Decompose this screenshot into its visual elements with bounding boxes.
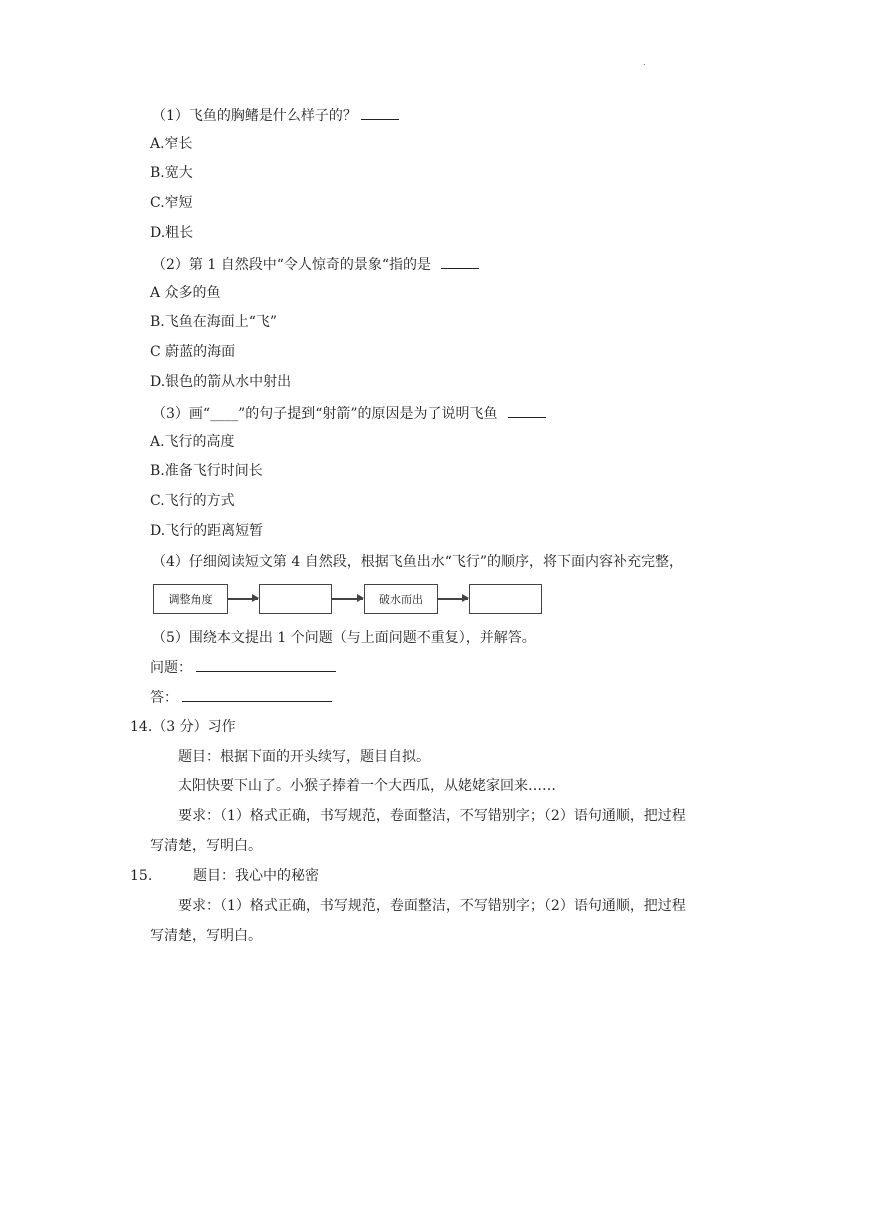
q3-option-a: A.飞行的高度 [150, 434, 235, 450]
q2-stem: （2）第 1 自然段中“令人惊奇的景象“指的是 [152, 257, 432, 273]
q4-stem: （4）仔细阅读短文第 4 自然段，根据飞鱼出水“飞行”的顺序，将下面内容补充完整， [152, 554, 684, 570]
q1-stem-line [152, 105, 399, 126]
q1-option-b: B.宽大 [150, 165, 193, 181]
q15-requirement-line-1: 要求：（1）格式正确，书写规范，卷面整洁，不写错别字；（2）语句通顺，把过程 [178, 898, 686, 914]
flow-step-4-blank[interactable] [469, 584, 542, 614]
flow-arrow-icon [438, 598, 468, 600]
q5-answer-blank[interactable] [182, 687, 332, 702]
q2-option-a: A 众多的鱼 [150, 285, 221, 301]
q1-stem: （1）飞鱼的胸鳍是什么样子的？ [152, 108, 357, 124]
q5-question-blank[interactable] [196, 657, 336, 672]
flow-step-2-blank[interactable] [259, 584, 332, 614]
header-mark: . [643, 58, 646, 67]
q2-option-c: C 蔚蓝的海面 [150, 344, 236, 360]
q1-option-c: C.窄短 [150, 195, 193, 211]
q3-option-c: C.飞行的方式 [150, 493, 235, 509]
q1-answer-blank[interactable] [361, 105, 399, 120]
q15-number: 15. [130, 868, 153, 884]
flow-step-1: 调整角度 [153, 584, 228, 614]
q2-answer-blank[interactable] [441, 254, 479, 269]
q2-option-d: D.银色的箭从水中射出 [150, 374, 292, 390]
q15-requirement-line-2: 写清楚，写明白。 [150, 928, 262, 944]
flow-step-3: 破水而出 [364, 584, 438, 614]
flow-arrow-icon [332, 598, 363, 600]
q5-question-line [150, 657, 336, 678]
q3-stem-line [152, 403, 546, 424]
q14-number: 14.（3 分）习作 [130, 719, 236, 735]
q3-stem: （3）画“____”的句子提到“射箭”的原因是为了说明飞鱼 [152, 406, 498, 422]
q5-stem: （5）围绕本文提出 1 个问题（与上面问题不重复），并解答。 [152, 630, 536, 646]
q3-option-d: D.飞行的距离短暂 [150, 523, 264, 539]
q5-answer-label: 答： [150, 690, 178, 706]
q5-question-label: 问题： [150, 660, 192, 676]
q3-answer-blank[interactable] [508, 403, 546, 418]
q14-opening: 太阳快要下山了。小猴子捧着一个大西瓜，从姥姥家回来…… [178, 778, 556, 794]
q15-topic: 题目：我心中的秘密 [193, 868, 319, 884]
q2-option-b: B.飞鱼在海面上“飞” [150, 314, 278, 330]
q14-requirement-line-1: 要求：（1）格式正确，书写规范，卷面整洁，不写错别字；（2）语句通顺，把过程 [178, 808, 686, 824]
q14-requirement-line-2: 写清楚，写明白。 [150, 838, 262, 854]
q2-stem-line [152, 254, 479, 275]
q14-topic: 题目：根据下面的开头续写，题目自拟。 [178, 749, 430, 765]
flow-arrow-icon [228, 598, 258, 600]
q5-answer-line [150, 687, 332, 708]
q1-option-a: A.窄长 [150, 136, 193, 152]
q3-option-b: B.准备飞行时间长 [150, 463, 263, 479]
q1-option-d: D.粗长 [150, 225, 194, 241]
